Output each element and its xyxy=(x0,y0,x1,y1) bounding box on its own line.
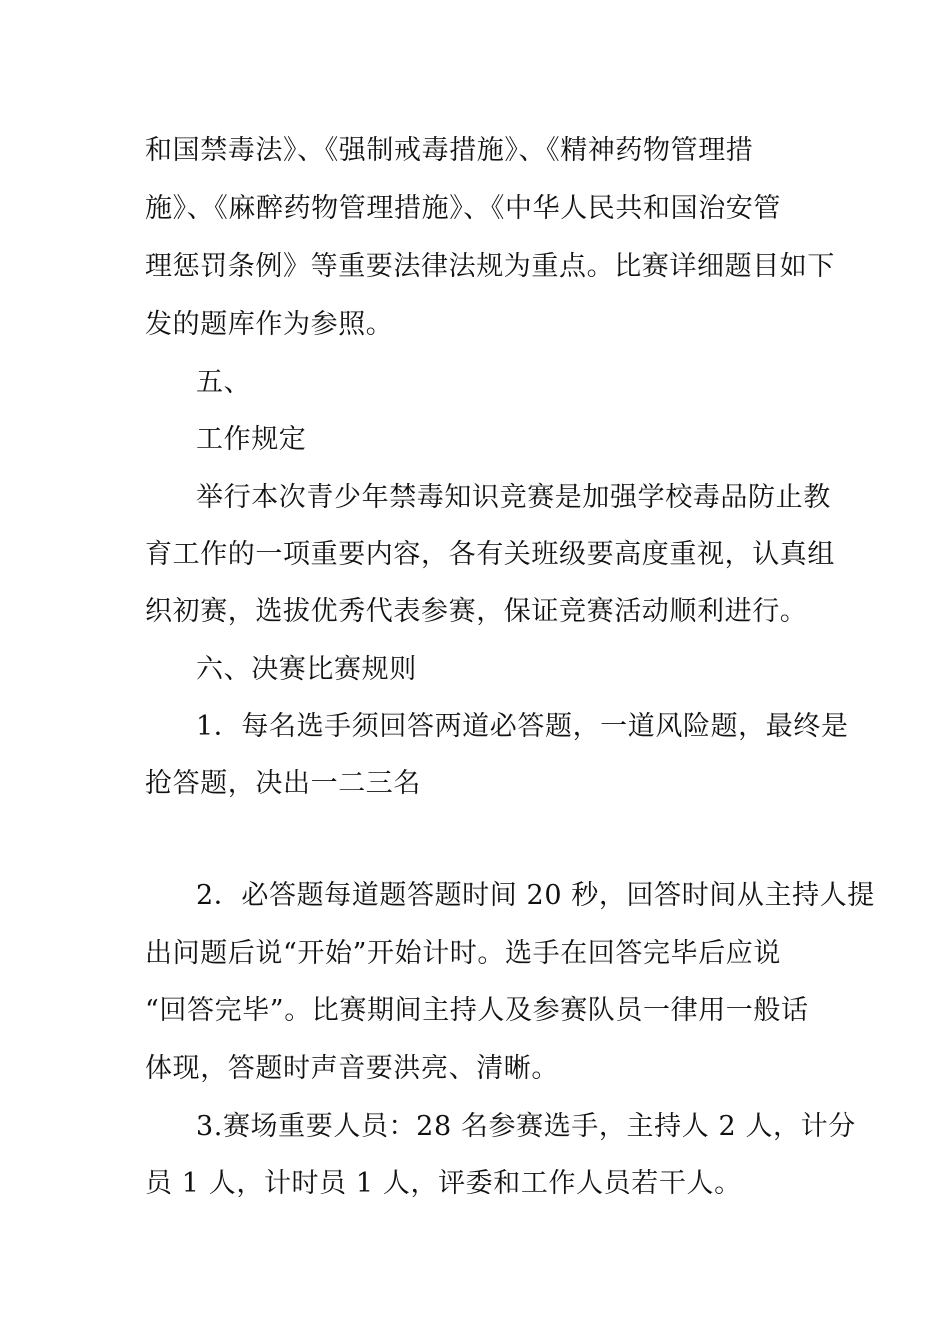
rule-item-continuation: 抢答题，决出一二三名 xyxy=(145,768,421,799)
paragraph-line: 举行本次青少年禁毒知识竞赛是加强学校毒品防止教 xyxy=(196,482,831,513)
paragraph-line: 发的题库作为参照。 xyxy=(145,309,394,340)
paragraph-line: 和国禁毒法》、《强制戒毒措施》、《精神药物管理措 xyxy=(145,135,754,166)
paragraph-line: 施》、《麻醉药物管理措施》、《中华人民共和国治安管 xyxy=(145,193,781,224)
paragraph-line: 织初赛，选拔优秀代表参赛，保证竞赛活动顺利进行。 xyxy=(145,596,808,627)
rule-item-continuation: 体现，答题时声音要洪亮、清晰。 xyxy=(145,1053,559,1084)
rule-item: 2．必答题每道题答题时间 20 秒，回答时间从主持人提 xyxy=(196,880,875,911)
rule-item: 3.赛场重要人员：28 名参赛选手，主持人 2 人，计分 xyxy=(196,1111,856,1142)
paragraph-line: 理惩罚条例》等重要法律法规为重点。比赛详细题目如下 xyxy=(145,251,835,282)
rule-item-continuation: “回答完毕”。比赛期间主持人及参赛队员一律用一般话 xyxy=(145,995,809,1026)
rule-item-continuation: 出问题后说“开始”开始计时。选手在回答完毕后应说 xyxy=(145,938,782,969)
rule-item: 1．每名选手须回答两道必答题，一道风险题，最终是 xyxy=(196,711,849,742)
paragraph-line: 育工作的一项重要内容，各有关班级要高度重视，认真组 xyxy=(145,539,835,570)
rule-item-continuation: 员 1 人，计时员 1 人，评委和工作人员若干人。 xyxy=(145,1168,742,1199)
section-heading: 工作规定 xyxy=(196,424,307,455)
section-heading: 六、决赛比赛规则 xyxy=(196,654,417,685)
section-number: 五、 xyxy=(196,367,252,398)
